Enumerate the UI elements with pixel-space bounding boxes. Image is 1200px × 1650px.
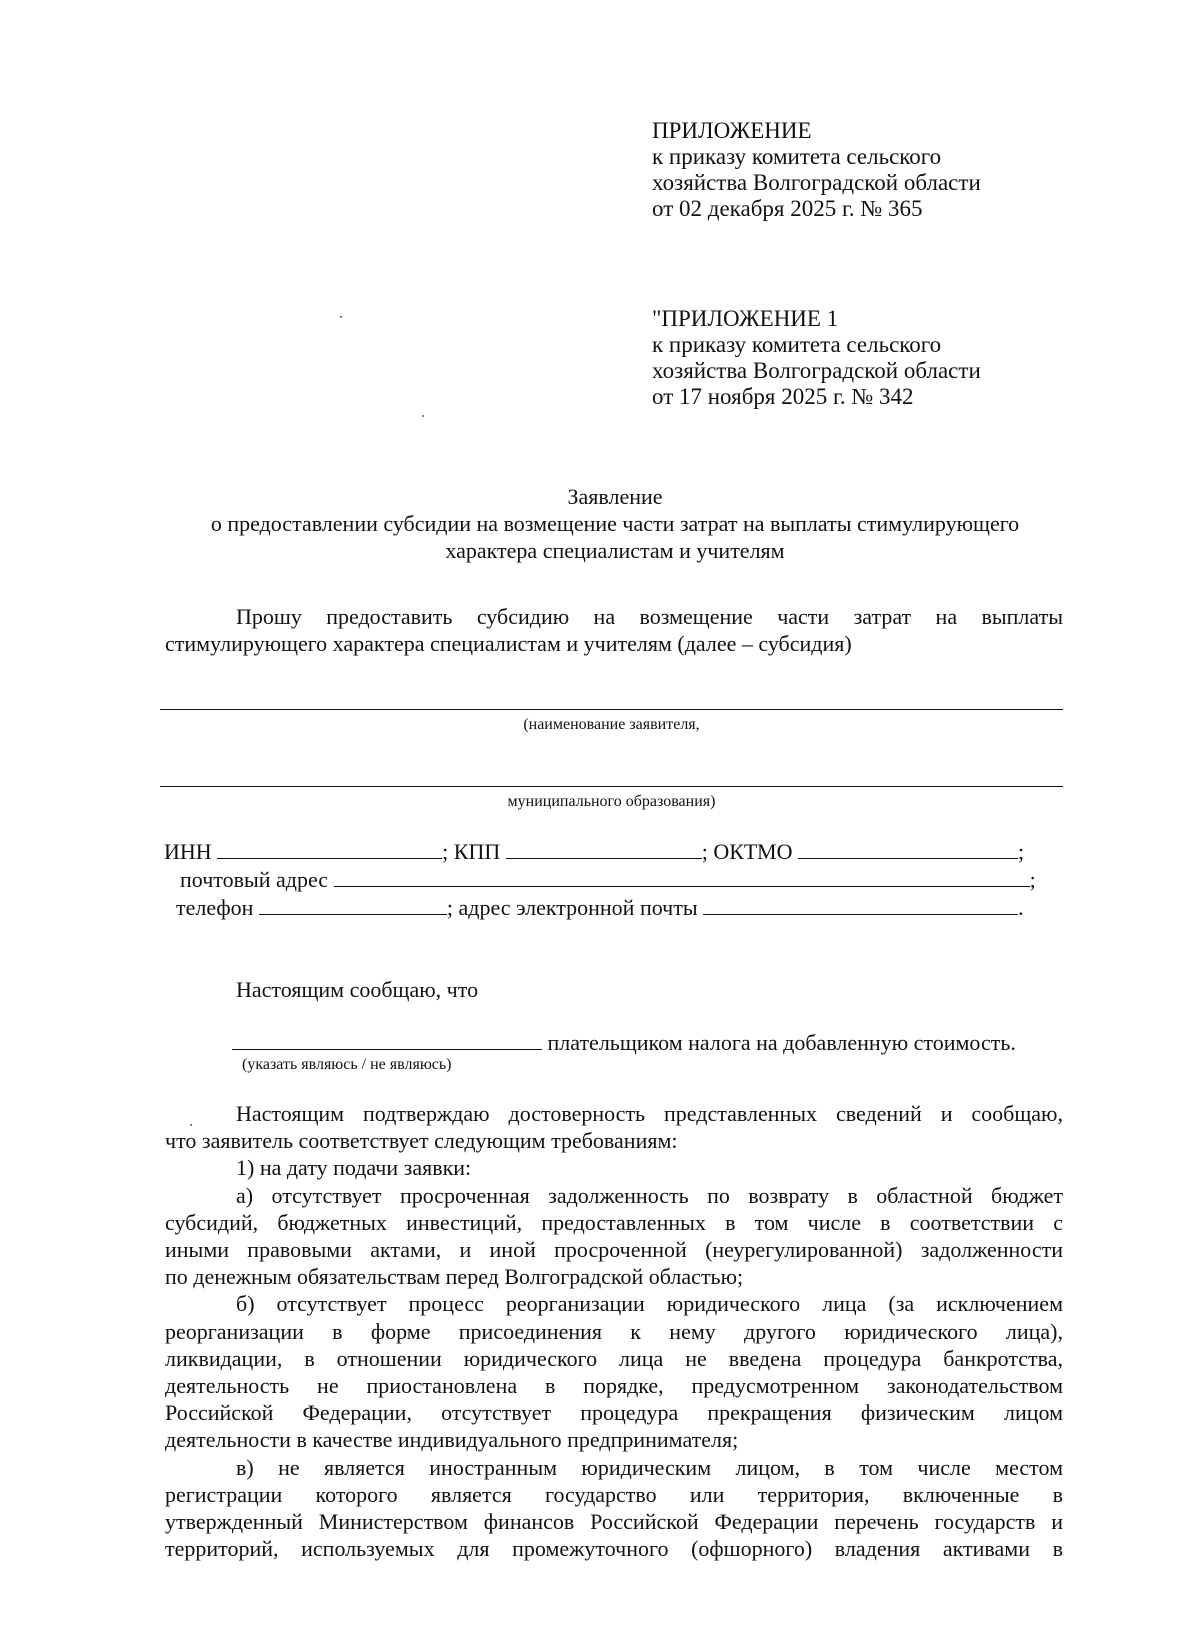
requirement-a-line: по денежным обязательствам перед Волгоградской областью; (165, 1264, 744, 1290)
appendix-title: ПРИЛОЖЕНИЕ (652, 118, 812, 143)
appendix-line: к приказу комитета сельского (652, 144, 942, 169)
appendix-header-2 (652, 306, 981, 410)
oktmo-label: ; ОКТМО (701, 839, 793, 864)
postal-address-row (180, 866, 1036, 893)
confirm-line: что заявитель соответствует следующим требованиям: (165, 1128, 678, 1154)
appendix-line: от 02 декабря 2025 г. № 365 (652, 196, 923, 221)
requirement-v-line: территорий, используемых для промежуточного (офшорного) владения активами в (165, 1536, 1063, 1562)
postal-address-field[interactable] (334, 868, 1030, 887)
kpp-label: ; КПП (442, 839, 501, 864)
kpp-field[interactable] (506, 840, 702, 859)
oktmo-field[interactable] (798, 840, 1018, 859)
heading-line: характера специалистам и учителям (445, 538, 785, 563)
inn-field[interactable] (217, 840, 442, 859)
heading-line: о предоставлении субсидии на возмещение части затрат на выплаты стимулирующего (210, 511, 1020, 536)
request-line: стимулирующего характера специалистам и учителям (далее – субсидия) (165, 631, 852, 657)
municipality-line (160, 786, 1063, 787)
tax-ids-row (164, 838, 1024, 865)
phone-field[interactable] (259, 896, 447, 915)
confirm-line: Настоящим подтверждаю достоверность представленных сведений и сообщаю, (236, 1101, 1063, 1126)
requirement-b-line: деятельности в качестве индивидуального предпринимателя; (165, 1427, 739, 1453)
scan-speck (340, 316, 342, 318)
appendix-line: хозяйства Волгоградской области (652, 358, 981, 383)
inn-label: ИНН (164, 839, 212, 864)
phone-label: телефон (176, 895, 254, 920)
applicant-caption: (наименование заявителя, (523, 716, 700, 733)
row-terminator: ; (1018, 839, 1025, 864)
scan-speck (422, 415, 424, 417)
heading-title: Заявление (567, 484, 663, 509)
email-label: ; адрес электронной почты (446, 895, 698, 920)
requirement-b-line: ликвидации, в отношении юридического лица не введена процедура банкротства, (165, 1345, 1063, 1371)
requirement-a-line: субсидий, бюджетных инвестиций, предоставленных в том числе в соответствии с (165, 1209, 1063, 1235)
requirement-v-line: регистрации которого является государство или территория, включенные в (165, 1481, 1063, 1507)
request-paragraph (165, 603, 1063, 657)
municipality-caption: муниципального образования) (507, 793, 716, 810)
requirement-b-line: б) отсутствует процесс реорганизации юридического лица (за исключением (236, 1291, 1063, 1317)
requirement-a-line: а) отсутствует просроченная задолженность по возврату в областной бюджет (236, 1182, 1063, 1208)
appendix-title: "ПРИЛОЖЕНИЕ 1 (652, 306, 839, 331)
appendix-line: к приказу комитета сельского (652, 332, 942, 357)
row-terminator: ; (1029, 867, 1036, 892)
vat-intro: Настоящим сообщаю, что (236, 977, 479, 1002)
vat-statement: плательщиком налога на добавленную стоимость. (547, 1030, 1016, 1055)
appendix-line: хозяйства Волгоградской области (652, 170, 981, 195)
requirement-item-1: 1) на дату подачи заявки: (236, 1155, 472, 1181)
row-terminator: . (1018, 895, 1024, 920)
vat-status-field[interactable] (232, 1031, 542, 1050)
requirement-a-line: иными правовыми актами, и иной просроченной (неурегулированной) задолженности (165, 1237, 1063, 1263)
requirement-b-line: реорганизации в форме присоединения к нему другого юридического лица), (165, 1318, 1063, 1344)
appendix-line: от 17 ноября 2025 г. № 342 (652, 384, 914, 409)
postal-address-label: почтовый адрес (180, 867, 329, 892)
document-heading (150, 483, 1080, 564)
email-field[interactable] (703, 896, 1018, 915)
confirmation-section (165, 1100, 1063, 1562)
appendix-header-1 (652, 118, 981, 222)
requirement-b-line: Российской Федерации, отсутствует процедура прекращения физическим лицом (165, 1400, 1063, 1426)
request-line: Прошу предоставить субсидию на возмещение части затрат на выплаты (236, 604, 1063, 629)
applicant-name-line (160, 709, 1063, 710)
contacts-row (176, 894, 1024, 921)
vat-row (232, 1029, 1016, 1056)
vat-caption: (указать являюсь / не являюсь) (242, 1056, 452, 1073)
requirement-b-line: деятельность не приостановлена в порядке, предусмотренном законодательством (165, 1373, 1063, 1399)
requirement-v-line: утвержденный Министерством финансов Российской Федерации перечень государств и (165, 1509, 1063, 1535)
requirement-v-line: в) не является иностранным юридическим лицом, в том числе местом (236, 1454, 1063, 1480)
